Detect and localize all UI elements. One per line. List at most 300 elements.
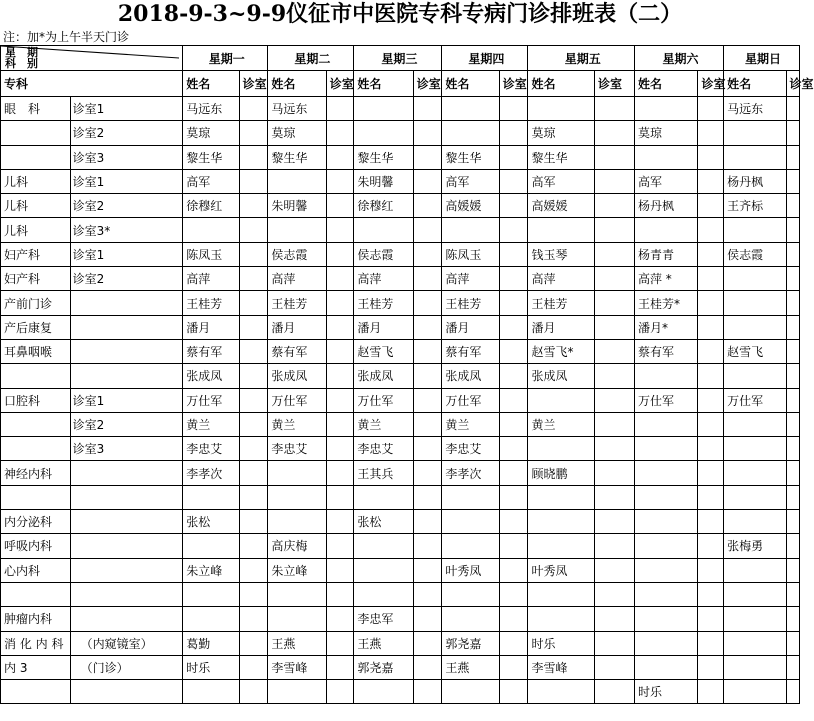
room-assignment-cell (698, 339, 724, 363)
room-assignment-cell (239, 582, 268, 606)
doctor-name-cell (724, 582, 786, 606)
dept-cell: 耳鼻咽喉 (1, 339, 71, 363)
table-row (1, 607, 800, 631)
doctor-name-cell: 王燕 (442, 655, 499, 679)
doctor-name-cell: 张成凤 (354, 364, 413, 388)
table-row (1, 267, 800, 291)
table-row (1, 315, 800, 339)
room-assignment-cell (499, 485, 528, 509)
room-assignment-cell (786, 291, 799, 315)
doctor-name-cell: 黎生华 (442, 145, 499, 169)
doctor-name-cell: 钱玉琴 (528, 242, 595, 266)
doctor-name-cell (442, 121, 499, 145)
room-cell: 诊室1 (70, 97, 183, 121)
doctor-name-cell: 朱立峰 (268, 558, 326, 582)
room-cell: 诊室3 (70, 437, 183, 461)
room-cell (70, 607, 183, 631)
table-row (1, 291, 800, 315)
room-column-header: 诊室 (413, 71, 442, 97)
header-row-columns (1, 71, 800, 97)
room-assignment-cell (326, 339, 354, 363)
doctor-name-cell (354, 218, 413, 242)
doctor-name-cell: 徐穆红 (354, 194, 413, 218)
room-column-header: 诊室 (499, 71, 528, 97)
name-column-header: 姓名 (442, 71, 499, 97)
doctor-name-cell: 黎生华 (183, 145, 239, 169)
doctor-name-cell (724, 412, 786, 436)
room-assignment-cell (499, 339, 528, 363)
room-assignment-cell (499, 364, 528, 388)
room-assignment-cell (239, 291, 268, 315)
room-assignment-cell (499, 582, 528, 606)
room-assignment-cell (786, 388, 799, 412)
room-assignment-cell (413, 364, 442, 388)
room-assignment-cell (698, 242, 724, 266)
doctor-name-cell (634, 582, 698, 606)
room-assignment-cell (239, 267, 268, 291)
doctor-name-cell (724, 607, 786, 631)
doctor-name-cell (354, 582, 413, 606)
room-assignment-cell (698, 388, 724, 412)
doctor-name-cell (354, 121, 413, 145)
room-cell (70, 680, 183, 704)
day-header: 星期六 (634, 46, 723, 71)
room-assignment-cell (413, 461, 442, 485)
doctor-name-cell (268, 582, 326, 606)
doctor-name-cell: 李孝次 (442, 461, 499, 485)
room-assignment-cell (786, 194, 799, 218)
room-assignment-cell (239, 242, 268, 266)
room-assignment-cell (698, 412, 724, 436)
day-header: 星期五 (528, 46, 635, 71)
doctor-name-cell: 郭尧嘉 (354, 655, 413, 679)
room-cell: 诊室2 (70, 412, 183, 436)
room-assignment-cell (413, 582, 442, 606)
room-assignment-cell (499, 461, 528, 485)
room-assignment-cell (239, 437, 268, 461)
doctor-name-cell: 王桂芳 (442, 291, 499, 315)
doctor-name-cell (724, 145, 786, 169)
room-cell: 诊室2 (70, 267, 183, 291)
dept-cell: 内 3 (1, 655, 71, 679)
doctor-name-cell (528, 218, 595, 242)
dept-cell (1, 437, 71, 461)
doctor-name-cell (442, 582, 499, 606)
doctor-name-cell (634, 510, 698, 534)
room-assignment-cell (499, 680, 528, 704)
doctor-name-cell (724, 558, 786, 582)
dept-cell: 儿科 (1, 194, 71, 218)
dept-cell: 内分泌科 (1, 510, 71, 534)
room-assignment-cell (595, 121, 635, 145)
schedule-note: 注：加*为上午半天门诊 (3, 30, 130, 44)
room-assignment-cell (413, 534, 442, 558)
room-assignment-cell (413, 388, 442, 412)
room-assignment-cell (499, 412, 528, 436)
room-assignment-cell (786, 534, 799, 558)
room-cell (70, 291, 183, 315)
doctor-name-cell: 李忠艾 (268, 437, 326, 461)
room-assignment-cell (698, 97, 724, 121)
room-assignment-cell (786, 169, 799, 193)
doctor-name-cell: 张成凤 (183, 364, 239, 388)
doctor-name-cell: 马远东 (268, 97, 326, 121)
doctor-name-cell (528, 607, 595, 631)
room-assignment-cell (499, 631, 528, 655)
doctor-name-cell: 蔡有军 (634, 339, 698, 363)
room-assignment-cell (326, 218, 354, 242)
room-cell: （内窥镜室） (70, 631, 183, 655)
room-assignment-cell (326, 680, 354, 704)
name-column-header: 姓名 (528, 71, 595, 97)
doctor-name-cell: 王燕 (354, 631, 413, 655)
room-assignment-cell (698, 291, 724, 315)
doctor-name-cell: 王其兵 (354, 461, 413, 485)
doctor-name-cell (528, 388, 595, 412)
room-cell: 诊室3* (70, 218, 183, 242)
room-assignment-cell (326, 631, 354, 655)
dept-cell: 口腔科 (1, 388, 71, 412)
doctor-name-cell: 万仕军 (724, 388, 786, 412)
doctor-name-cell: 高媛媛 (442, 194, 499, 218)
room-assignment-cell (786, 631, 799, 655)
doctor-name-cell: 时乐 (634, 680, 698, 704)
room-assignment-cell (595, 534, 635, 558)
room-assignment-cell (326, 437, 354, 461)
room-assignment-cell (326, 534, 354, 558)
room-assignment-cell (326, 558, 354, 582)
doctor-name-cell: 王燕 (268, 631, 326, 655)
room-assignment-cell (786, 558, 799, 582)
room-assignment-cell (595, 437, 635, 461)
doctor-name-cell: 张成凤 (268, 364, 326, 388)
dept-cell (1, 121, 71, 145)
room-assignment-cell (326, 485, 354, 509)
doctor-name-cell: 黄兰 (528, 412, 595, 436)
room-assignment-cell (326, 194, 354, 218)
doctor-name-cell (268, 680, 326, 704)
room-assignment-cell (698, 461, 724, 485)
doctor-name-cell: 黎生华 (528, 145, 595, 169)
doctor-name-cell (724, 121, 786, 145)
room-column-header: 诊室 (698, 71, 724, 97)
room-assignment-cell (786, 582, 799, 606)
room-assignment-cell (595, 485, 635, 509)
table-row (1, 582, 800, 606)
doctor-name-cell (634, 558, 698, 582)
room-assignment-cell (698, 510, 724, 534)
room-assignment-cell (786, 364, 799, 388)
name-column-header: 姓名 (354, 71, 413, 97)
doctor-name-cell: 王桂芳 (354, 291, 413, 315)
room-assignment-cell (595, 267, 635, 291)
table-row (1, 242, 800, 266)
dept-cell: 呼吸内科 (1, 534, 71, 558)
doctor-name-cell: 莫琼 (268, 121, 326, 145)
room-assignment-cell (239, 388, 268, 412)
doctor-name-cell (183, 582, 239, 606)
table-row (1, 485, 800, 509)
table-row (1, 97, 800, 121)
doctor-name-cell: 时乐 (183, 655, 239, 679)
doctor-name-cell: 高军 (528, 169, 595, 193)
name-column-header: 姓名 (268, 71, 326, 97)
room-assignment-cell (499, 267, 528, 291)
room-assignment-cell (326, 607, 354, 631)
table-row (1, 218, 800, 242)
room-assignment-cell (786, 461, 799, 485)
room-assignment-cell (698, 218, 724, 242)
room-assignment-cell (786, 680, 799, 704)
doctor-name-cell (354, 680, 413, 704)
room-assignment-cell (326, 242, 354, 266)
doctor-name-cell: 潘月 (268, 315, 326, 339)
room-assignment-cell (239, 607, 268, 631)
room-assignment-cell (499, 145, 528, 169)
room-assignment-cell (326, 145, 354, 169)
doctor-name-cell (442, 607, 499, 631)
room-column-header: 诊室 (326, 71, 354, 97)
room-assignment-cell (698, 267, 724, 291)
room-assignment-cell (239, 631, 268, 655)
doctor-name-cell (268, 510, 326, 534)
doctor-name-cell (183, 607, 239, 631)
doctor-name-cell (724, 631, 786, 655)
room-assignment-cell (239, 485, 268, 509)
room-cell: （门诊） (70, 655, 183, 679)
day-header: 星期二 (268, 46, 354, 71)
doctor-name-cell (634, 412, 698, 436)
doctor-name-cell: 潘月 (442, 315, 499, 339)
room-assignment-cell (413, 437, 442, 461)
doctor-name-cell (183, 218, 239, 242)
dept-cell: 神经内科 (1, 461, 71, 485)
doctor-name-cell (268, 461, 326, 485)
room-assignment-cell (239, 680, 268, 704)
room-assignment-cell (499, 97, 528, 121)
doctor-name-cell: 王齐标 (724, 194, 786, 218)
doctor-name-cell (183, 485, 239, 509)
table-row (1, 631, 800, 655)
doctor-name-cell: 张成凤 (442, 364, 499, 388)
room-assignment-cell (595, 412, 635, 436)
room-assignment-cell (239, 169, 268, 193)
doctor-name-cell (634, 607, 698, 631)
room-assignment-cell (698, 121, 724, 145)
table-row (1, 680, 800, 704)
room-assignment-cell (326, 582, 354, 606)
dept-cell (1, 485, 71, 509)
doctor-name-cell: 郭尧嘉 (442, 631, 499, 655)
doctor-name-cell: 王桂芳 (268, 291, 326, 315)
doctor-name-cell: 高庆梅 (268, 534, 326, 558)
room-assignment-cell (595, 315, 635, 339)
room-cell: 诊室1 (70, 169, 183, 193)
room-assignment-cell (499, 607, 528, 631)
doctor-name-cell: 朱明馨 (354, 169, 413, 193)
doctor-name-cell: 杨青青 (634, 242, 698, 266)
doctor-name-cell: 张松 (354, 510, 413, 534)
doctor-name-cell (724, 485, 786, 509)
room-cell: 诊室2 (70, 121, 183, 145)
doctor-name-cell: 蔡有军 (183, 339, 239, 363)
room-assignment-cell (413, 412, 442, 436)
diagonal-header-cell (1, 46, 183, 71)
room-assignment-cell (239, 461, 268, 485)
room-assignment-cell (595, 558, 635, 582)
doctor-name-cell: 王桂芳 (183, 291, 239, 315)
room-assignment-cell (698, 680, 724, 704)
room-assignment-cell (698, 437, 724, 461)
room-cell: 诊室3 (70, 145, 183, 169)
room-assignment-cell (326, 169, 354, 193)
doctor-name-cell (183, 534, 239, 558)
doctor-name-cell (268, 169, 326, 193)
doctor-name-cell: 莫琼 (183, 121, 239, 145)
doctor-name-cell: 马远东 (183, 97, 239, 121)
doctor-name-cell (724, 437, 786, 461)
doctor-name-cell: 王桂芳 (528, 291, 595, 315)
room-assignment-cell (698, 558, 724, 582)
doctor-name-cell: 高媛媛 (528, 194, 595, 218)
doctor-name-cell: 葛勤 (183, 631, 239, 655)
dept-cell (1, 145, 71, 169)
dept-column-header: 专科 (1, 71, 183, 97)
table-row (1, 145, 800, 169)
room-assignment-cell (326, 267, 354, 291)
room-assignment-cell (786, 655, 799, 679)
doctor-name-cell (442, 485, 499, 509)
room-assignment-cell (239, 315, 268, 339)
doctor-name-cell (634, 97, 698, 121)
room-assignment-cell (595, 291, 635, 315)
room-assignment-cell (595, 97, 635, 121)
table-row (1, 388, 800, 412)
dept-cell (1, 364, 71, 388)
room-assignment-cell (239, 412, 268, 436)
room-assignment-cell (499, 534, 528, 558)
room-cell (70, 558, 183, 582)
dept-cell: 消 化 内 科 (1, 631, 71, 655)
doctor-name-cell (634, 437, 698, 461)
room-column-header: 诊室 (786, 71, 799, 97)
room-assignment-cell (786, 267, 799, 291)
room-assignment-cell (499, 291, 528, 315)
room-assignment-cell (595, 145, 635, 169)
doctor-name-cell (528, 485, 595, 509)
dept-cell: 产后康复 (1, 315, 71, 339)
doctor-name-cell: 万仕军 (183, 388, 239, 412)
doctor-name-cell (634, 534, 698, 558)
doctor-name-cell: 李雪峰 (268, 655, 326, 679)
room-assignment-cell (786, 97, 799, 121)
table-row (1, 169, 800, 193)
room-cell: 诊室1 (70, 388, 183, 412)
doctor-name-cell: 李雪峰 (528, 655, 595, 679)
table-row (1, 437, 800, 461)
doctor-name-cell (528, 510, 595, 534)
room-assignment-cell (499, 558, 528, 582)
room-assignment-cell (698, 582, 724, 606)
doctor-name-cell: 莫琼 (634, 121, 698, 145)
doctor-name-cell: 徐穆红 (183, 194, 239, 218)
schedule-table (0, 45, 814, 704)
room-cell (70, 315, 183, 339)
table-row (1, 194, 800, 218)
room-assignment-cell (499, 218, 528, 242)
table-row (1, 412, 800, 436)
doctor-name-cell: 陈凤玉 (442, 242, 499, 266)
room-assignment-cell (499, 242, 528, 266)
room-assignment-cell (499, 315, 528, 339)
doctor-name-cell (724, 655, 786, 679)
room-assignment-cell (698, 534, 724, 558)
room-assignment-cell (786, 315, 799, 339)
room-assignment-cell (326, 315, 354, 339)
room-assignment-cell (786, 121, 799, 145)
doctor-name-cell (528, 680, 595, 704)
room-assignment-cell (698, 194, 724, 218)
doctor-name-cell: 万仕军 (442, 388, 499, 412)
doctor-name-cell: 侯志霞 (268, 242, 326, 266)
doctor-name-cell (268, 607, 326, 631)
room-assignment-cell (239, 194, 268, 218)
room-cell (70, 510, 183, 534)
doctor-name-cell: 黄兰 (354, 412, 413, 436)
room-assignment-cell (698, 315, 724, 339)
room-assignment-cell (595, 510, 635, 534)
doctor-name-cell: 高萍 (268, 267, 326, 291)
room-assignment-cell (239, 655, 268, 679)
doctor-name-cell: 张成凤 (528, 364, 595, 388)
doctor-name-cell (634, 364, 698, 388)
doctor-name-cell (442, 680, 499, 704)
room-assignment-cell (239, 339, 268, 363)
room-assignment-cell (698, 485, 724, 509)
dept-cell: 肿瘤内科 (1, 607, 71, 631)
room-assignment-cell (786, 339, 799, 363)
room-assignment-cell (595, 388, 635, 412)
room-assignment-cell (239, 558, 268, 582)
doctor-name-cell (724, 680, 786, 704)
doctor-name-cell: 李孝次 (183, 461, 239, 485)
room-cell: 诊室1 (70, 242, 183, 266)
doctor-name-cell: 高萍 * (634, 267, 698, 291)
room-assignment-cell (413, 558, 442, 582)
doctor-name-cell (724, 218, 786, 242)
room-assignment-cell (413, 510, 442, 534)
dept-cell: 儿科 (1, 169, 71, 193)
doctor-name-cell: 王桂芳* (634, 291, 698, 315)
room-assignment-cell (786, 437, 799, 461)
room-assignment-cell (786, 145, 799, 169)
room-assignment-cell (786, 607, 799, 631)
doctor-name-cell: 李忠艾 (354, 437, 413, 461)
room-assignment-cell (595, 461, 635, 485)
room-column-header: 诊室 (239, 71, 268, 97)
room-assignment-cell (326, 461, 354, 485)
header-row-days (1, 46, 800, 71)
room-assignment-cell (413, 121, 442, 145)
doctor-name-cell: 李忠军 (354, 607, 413, 631)
doctor-name-cell (724, 510, 786, 534)
day-header: 星期四 (442, 46, 528, 71)
room-assignment-cell (698, 631, 724, 655)
doctor-name-cell: 潘月* (634, 315, 698, 339)
doctor-name-cell: 高军 (634, 169, 698, 193)
day-header: 星期一 (183, 46, 268, 71)
room-assignment-cell (413, 267, 442, 291)
